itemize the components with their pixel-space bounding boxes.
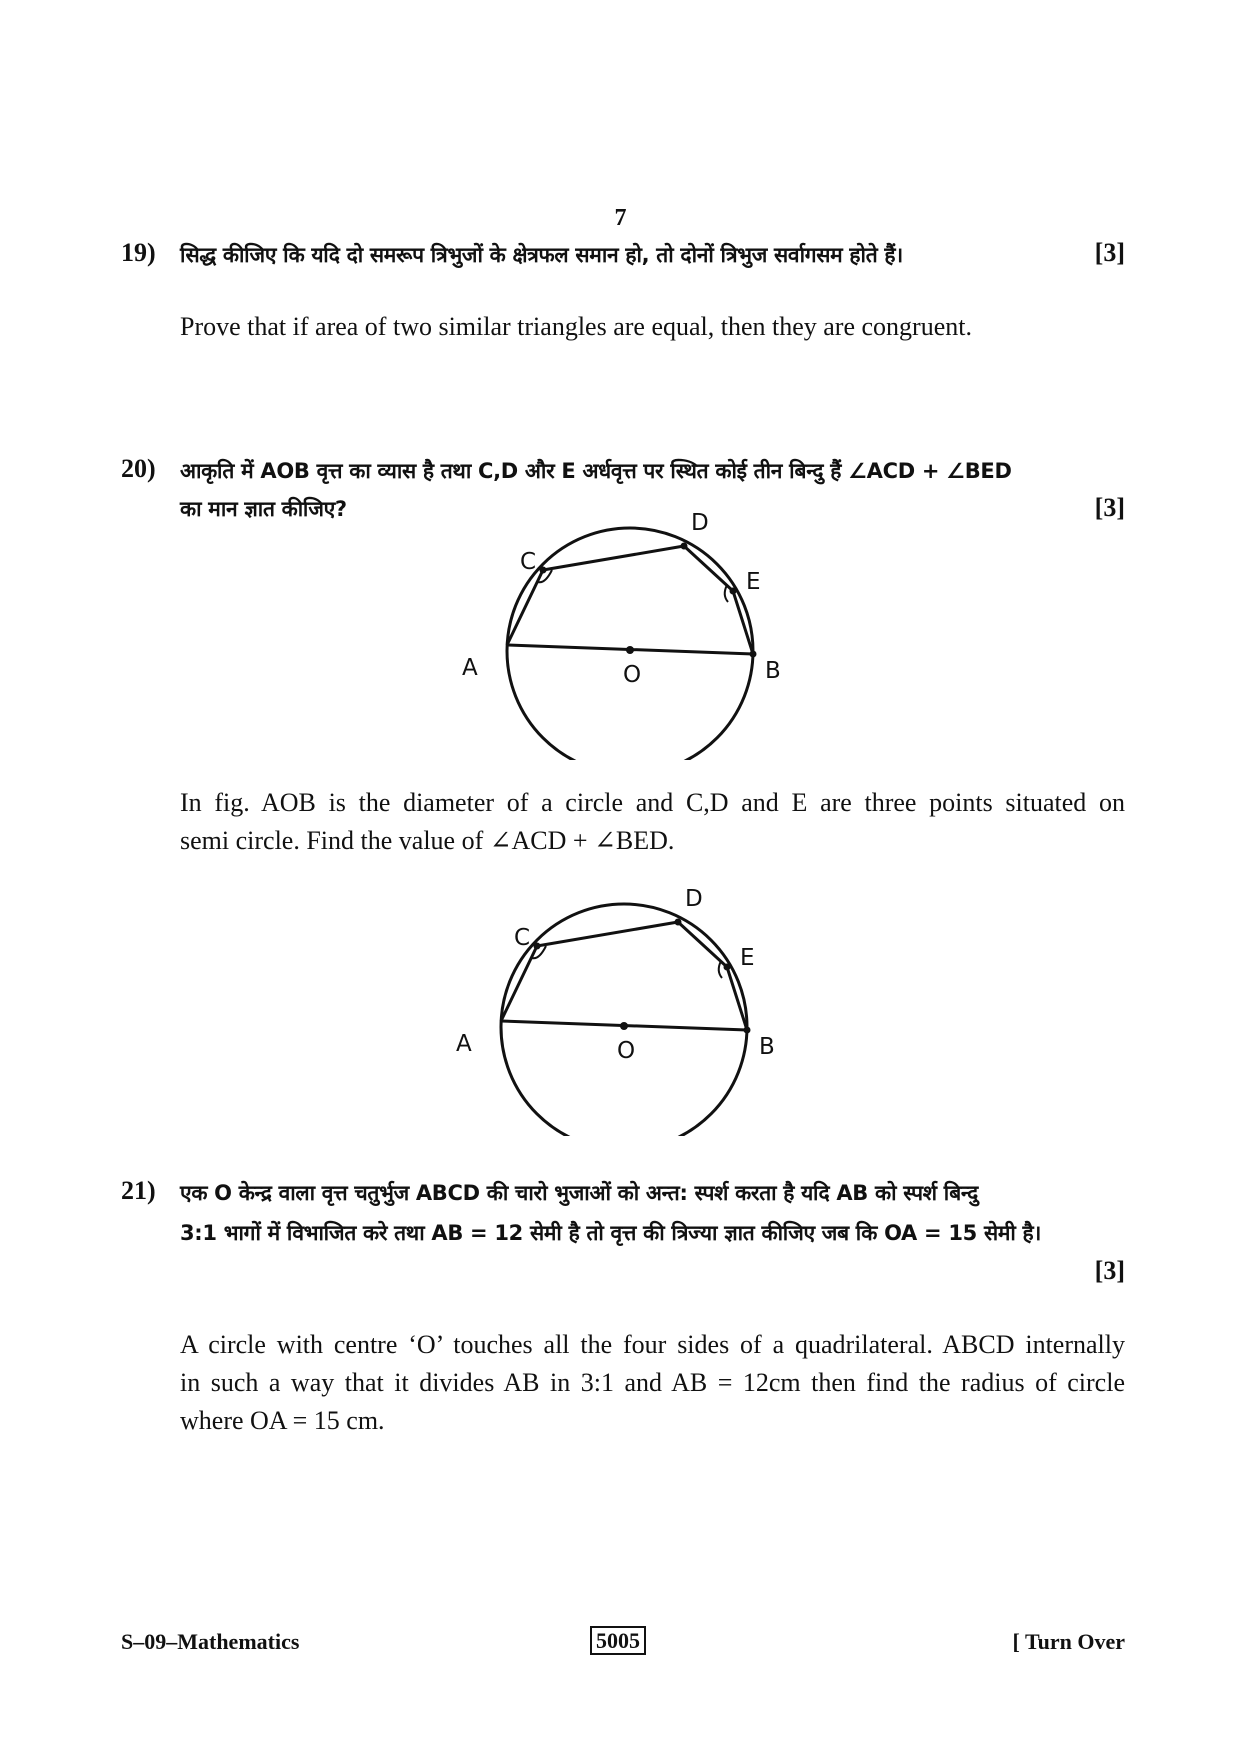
question-21-hindi-line-1: एक O केन्द्र वाला वृत्त चतुर्भुज ABCD की चारो भुजाओं को अन्त: स्पर्श करता है यदि AB को स्पर्श बिन्दु [180, 1181, 978, 1205]
footer-code-box [590, 1627, 646, 1655]
footer-code: 5005 [590, 1626, 646, 1655]
label-c: C [514, 925, 531, 951]
question-20-english-line-1: In fig. AOB is the diameter of a circle and C,D and E are three points situated on [180, 788, 1125, 817]
circle-outline [501, 904, 747, 1136]
point-e [724, 964, 731, 971]
question-19-number: 19) [121, 238, 156, 267]
label-e: E [740, 945, 755, 971]
label-o: O [623, 662, 642, 688]
label-b: B [765, 658, 781, 684]
question-20-hindi-line-1: आकृति में AOB वृत्त का व्यास है तथा C,D और E अर्धवृत्त पर स्थित कोई तीन बिन्दु हैं ∠ACD + ∠BED [180, 459, 1012, 483]
footer-turn-over: [ Turn Over [1012, 1629, 1125, 1654]
label-d: D [685, 886, 703, 912]
question-21-english-line-3: where OA = 15 cm. [180, 1406, 385, 1435]
question-21-hindi-line-2: 3:1 भागों में विभाजित करे तथा AB = 12 सेमी है तो वृत्त की त्रिज्या ज्ञात कीजिए जब कि OA = 15 सेमी है। [180, 1221, 1042, 1245]
label-b: B [759, 1034, 775, 1060]
point-o [620, 1022, 628, 1030]
question-19-english: Prove that if area of two similar triangles are equal, then they are congruent. [180, 312, 972, 341]
label-c: C [520, 549, 537, 575]
point-c [534, 943, 541, 950]
question-20-marks: [3] [1094, 493, 1125, 522]
point-e [730, 588, 737, 595]
label-a: A [462, 655, 478, 681]
point-c [540, 567, 547, 574]
point-b [750, 651, 757, 658]
question-21-english-line-1: A circle with centre ‘O’ touches all the four sides of a quadrilateral. ABCD internally [180, 1330, 1125, 1359]
question-19-hindi: सिद्ध कीजिए कि यदि दो समरूप त्रिभुजों के क्षेत्रफल समान हो, तो दोनों त्रिभुज सर्वागसम होते हैं। [180, 243, 903, 267]
question-21-english-line-2: in such a way that it divides AB in 3:1 and AB = 12cm then find the radius of circle [180, 1368, 1125, 1397]
question-19-marks: [3] [1094, 238, 1125, 267]
question-20-number: 20) [121, 454, 156, 483]
question-20-english-line-2: semi circle. Find the value of ∠ACD + ∠BED. [180, 826, 675, 855]
circle-figure-2 [444, 876, 794, 1136]
label-o: O [617, 1038, 636, 1064]
label-d: D [691, 510, 709, 536]
page-number: 7 [614, 205, 627, 231]
circle-outline [507, 528, 753, 760]
label-a: A [456, 1031, 472, 1057]
question-21-marks: [3] [1094, 1256, 1125, 1285]
point-b [744, 1027, 751, 1034]
question-20-hindi-line-2: का मान ज्ञात कीजिए? [180, 497, 347, 521]
label-e: E [746, 569, 761, 595]
point-d [675, 919, 682, 926]
question-21-number: 21) [121, 1176, 156, 1205]
footer-subject: S–09–Mathematics [121, 1629, 300, 1654]
point-o [626, 646, 634, 654]
point-d [681, 543, 688, 550]
circle-figure-1 [450, 500, 800, 760]
